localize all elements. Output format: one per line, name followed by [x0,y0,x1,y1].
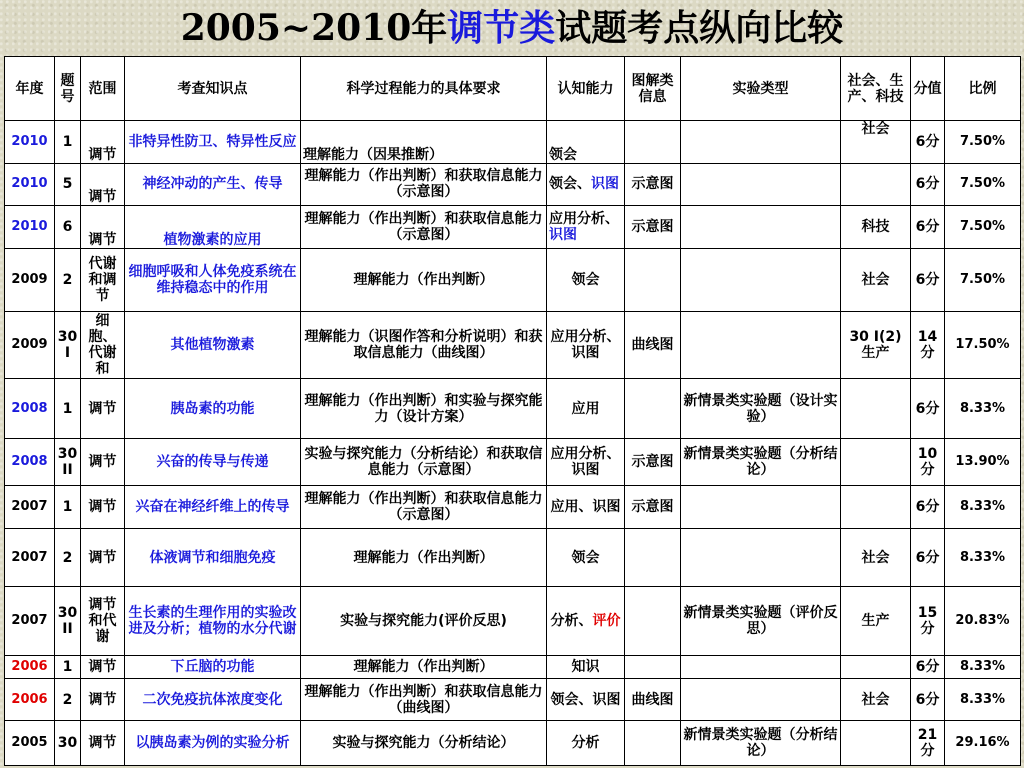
cog-highlight: 识图 [549,226,577,243]
cell-ratio: 7.50% [945,206,1021,249]
cell-soc: 社会 [841,678,911,721]
cell-soc: 社会 [841,528,911,587]
cell-exp [681,121,841,164]
cell-year: 2010 [5,121,55,164]
cell-kp: 其他植物激素 [125,311,301,378]
cell-ratio: 17.50% [945,311,1021,378]
cell-soc [841,378,911,439]
cell-req: 理解能力（作出判断）和获取信息能力（示意图） [301,486,547,529]
header-diag: 图解类信息 [625,57,681,121]
cell-score: 6分 [911,656,945,678]
cell-soc: 社会 [841,248,911,311]
cell-score: 6分 [911,678,945,721]
cell-exp: 新情景类实验题（设计实验） [681,378,841,439]
table-row [5,163,1021,206]
cell-soc [841,486,911,529]
cell-soc [841,163,911,206]
page-title [0,4,1024,52]
cell-diag [625,528,681,587]
header-year: 年度 [5,57,55,121]
cog-text: 应用分析、识图 [550,446,621,479]
header-exp: 实验类型 [681,57,841,121]
cell-cog [547,486,625,529]
cell-exp [681,528,841,587]
cell-scope: 调节 [81,678,125,721]
cog-text: 应用分析、识图 [550,328,621,361]
cell-num: 2 [55,248,81,311]
header-num: 题号 [55,57,81,121]
cell-cog [547,121,625,164]
header-score: 分值 [911,57,945,121]
cell-year: 2006 [5,678,55,721]
cell-exp [681,311,841,378]
cell-diag: 曲线图 [625,678,681,721]
cell-year: 2008 [5,378,55,439]
header-cog: 认知能力 [547,57,625,121]
cell-year: 2008 [5,439,55,486]
cell-req: 理解能力（作出判断） [301,656,547,678]
cell-soc [841,721,911,766]
cell-cog [547,311,625,378]
cell-exp: 新情景类实验题（分析结论） [681,721,841,766]
cell-cog [547,378,625,439]
cell-req: 理解能力（识图作答和分析说明）和获取信息能力（曲线图） [301,311,547,378]
cog-text: 分析 [571,735,600,752]
cell-diag [625,121,681,164]
cell-cog [547,678,625,721]
cell-diag [625,587,681,656]
header-scope: 范围 [81,57,125,121]
cell-req: 实验与探究能力（分析结论）和获取信息能力（示意图） [301,439,547,486]
cell-scope: 调节 [81,163,125,206]
cell-num: 1 [55,121,81,164]
cell-year: 2006 [5,656,55,678]
cell-scope: 调节 [81,378,125,439]
cell-kp: 神经冲动的产生、传导 [125,163,301,206]
table-row [5,678,1021,721]
cell-exp [681,163,841,206]
cell-scope: 调节 [81,656,125,678]
cell-ratio: 8.33% [945,656,1021,678]
title-highlight: 调节类 [447,7,556,49]
cog-text: 领会 [571,549,600,566]
cell-kp: 生长素的生理作用的实验改进及分析；植物的水分代谢 [125,587,301,656]
cell-year: 2009 [5,311,55,378]
cell-year: 2007 [5,486,55,529]
cell-soc: 30 I(2)生产 [841,311,911,378]
cell-exp [681,678,841,721]
cell-diag: 示意图 [625,486,681,529]
cell-kp: 兴奋在神经纤维上的传导 [125,486,301,529]
cell-soc [841,656,911,678]
cell-cog [547,656,625,678]
cell-kp: 植物激素的应用 [125,206,301,249]
cell-kp: 二次免疫抗体浓度变化 [125,678,301,721]
table-row [5,378,1021,439]
cell-score: 6分 [911,248,945,311]
cog-text: 分析、 [550,613,593,630]
cell-kp: 非特异性防卫、特异性反应 [125,121,301,164]
cell-num: 30 II [55,587,81,656]
cell-score: 6分 [911,378,945,439]
cell-year: 2007 [5,528,55,587]
cell-soc: 科技 [841,206,911,249]
cell-score: 6分 [911,121,945,164]
cell-cog [547,206,625,249]
cell-score: 6分 [911,528,945,587]
cell-score: 21分 [911,721,945,766]
table-row [5,206,1021,249]
table-row [5,311,1021,378]
cell-scope: 调节 [81,206,125,249]
cell-diag: 曲线图 [625,311,681,378]
cell-exp [681,206,841,249]
cell-year: 2005 [5,721,55,766]
cell-ratio: 7.50% [945,121,1021,164]
cell-cog [547,163,625,206]
cell-exp: 新情景类实验题（分析结论） [681,439,841,486]
cell-cog [547,587,625,656]
cell-diag: 示意图 [625,206,681,249]
cell-ratio: 8.33% [945,486,1021,529]
cell-req: 理解能力（作出判断） [301,528,547,587]
header-ratio: 比例 [945,57,1021,121]
cell-year: 2010 [5,163,55,206]
table-row [5,121,1021,164]
cell-kp: 下丘脑的功能 [125,656,301,678]
cell-diag [625,248,681,311]
cell-soc [841,439,911,486]
cell-scope: 调节和代谢 [81,587,125,656]
cell-scope: 调节 [81,528,125,587]
cell-diag: 示意图 [625,439,681,486]
cell-ratio: 8.33% [945,378,1021,439]
table-row [5,248,1021,311]
cell-num: 1 [55,656,81,678]
cell-cog [547,528,625,587]
cell-num: 2 [55,528,81,587]
cell-kp: 体液调节和细胞免疫 [125,528,301,587]
title-prefix: 2005~2010年 [180,7,448,49]
cell-year: 2007 [5,587,55,656]
cell-cog [547,721,625,766]
cell-req: 理解能力（因果推断） [301,121,547,164]
cell-num: 2 [55,678,81,721]
table-row [5,528,1021,587]
cell-req: 理解能力（作出判断）和实验与探究能力（设计方案） [301,378,547,439]
cell-diag [625,721,681,766]
cell-exp [681,486,841,529]
table-row [5,721,1021,766]
cell-ratio: 7.50% [945,163,1021,206]
cell-cog [547,248,625,311]
cell-exp: 新情景类实验题（评价反思） [681,587,841,656]
cog-text: 知识 [571,659,600,676]
cog-text: 领会、识图 [550,691,621,708]
cell-scope: 调节 [81,721,125,766]
cell-num: 1 [55,486,81,529]
cell-score: 6分 [911,206,945,249]
cell-soc: 生产 [841,587,911,656]
header-row [5,57,1021,121]
comparison-table [4,56,1021,766]
cell-ratio: 13.90% [945,439,1021,486]
cell-score: 14分 [911,311,945,378]
cell-scope: 调节 [81,486,125,529]
cog-text: 领会 [571,271,600,288]
cell-req: 理解能力（作出判断）和获取信息能力（曲线图） [301,678,547,721]
cell-kp: 胰岛素的功能 [125,378,301,439]
cell-num: 6 [55,206,81,249]
cell-ratio: 20.83% [945,587,1021,656]
cell-diag [625,656,681,678]
title-suffix: 试题考点纵向比较 [555,7,844,49]
cell-exp [681,248,841,311]
cell-soc: 社会 [841,121,911,164]
cell-scope: 调节 [81,121,125,164]
cell-scope: 代谢和调节 [81,248,125,311]
table-row [5,486,1021,529]
cog-text: 领会 [549,146,577,163]
header-soc: 社会、生产、科技 [841,57,911,121]
cell-req: 理解能力（作出判断） [301,248,547,311]
cell-score: 6分 [911,486,945,529]
cell-req: 理解能力（作出判断）和获取信息能力（示意图） [301,163,547,206]
cell-ratio: 7.50% [945,248,1021,311]
cell-diag: 示意图 [625,163,681,206]
cell-scope: 调节 [81,439,125,486]
cell-kp: 以胰岛素为例的实验分析 [125,721,301,766]
cell-req: 实验与探究能力（分析结论） [301,721,547,766]
table-row [5,439,1021,486]
cog-text: 应用分析、 [549,210,619,227]
cog-highlight: 评价 [592,613,621,630]
cog-text: 领会、 [549,176,591,193]
cell-ratio: 8.33% [945,528,1021,587]
header-req: 科学过程能力的具体要求 [301,57,547,121]
cell-num: 30 I [55,311,81,378]
cell-num: 30 [55,721,81,766]
cell-num: 5 [55,163,81,206]
cell-req: 实验与探究能力(评价反思) [301,587,547,656]
cell-year: 2009 [5,248,55,311]
cell-kp: 兴奋的传导与传递 [125,439,301,486]
cell-score: 15分 [911,587,945,656]
cell-diag [625,378,681,439]
cell-scope: 细胞、代谢和 [81,311,125,378]
cell-ratio: 8.33% [945,678,1021,721]
header-kp: 考查知识点 [125,57,301,121]
cell-score: 10分 [911,439,945,486]
cell-kp: 细胞呼吸和人体免疫系统在维持稳态中的作用 [125,248,301,311]
cell-req: 理解能力（作出判断）和获取信息能力（示意图） [301,206,547,249]
cell-exp [681,656,841,678]
cell-num: 1 [55,378,81,439]
cell-year: 2010 [5,206,55,249]
table-row [5,656,1021,678]
cog-highlight: 识图 [591,176,619,193]
cog-text: 应用、识图 [550,498,621,515]
cog-text: 应用 [571,400,600,417]
cell-score: 6分 [911,163,945,206]
cell-cog [547,439,625,486]
table-row [5,587,1021,656]
cell-ratio: 29.16% [945,721,1021,766]
cell-num: 30 II [55,439,81,486]
